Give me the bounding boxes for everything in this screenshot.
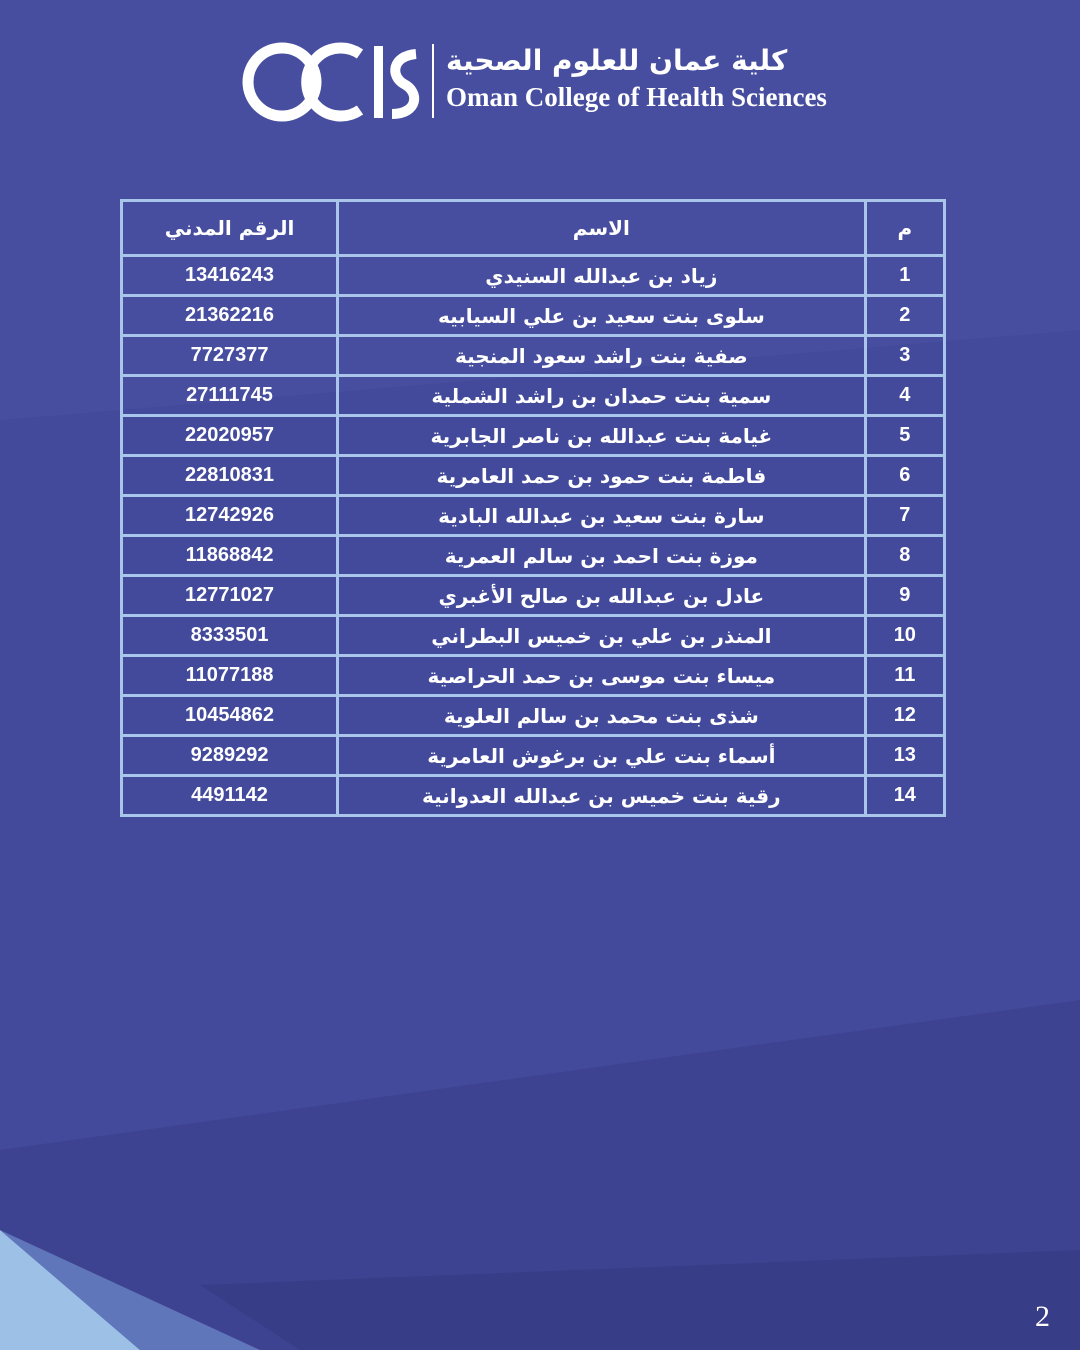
table-row xyxy=(122,496,945,536)
civil-id: 22810831 xyxy=(122,456,338,496)
header-name: الاسم xyxy=(338,201,866,256)
row-number: 2 xyxy=(865,296,944,336)
row-number: 12 xyxy=(865,696,944,736)
civil-id: 4491142 xyxy=(122,776,338,816)
row-number: 10 xyxy=(865,616,944,656)
table-row xyxy=(122,416,945,456)
college-name-english: Oman College of Health Sciences xyxy=(446,82,827,112)
civil-id: 8333501 xyxy=(122,616,338,656)
ochs-logo-icon xyxy=(242,36,432,128)
student-name: سارة بنت سعيد بن عبدالله البادية xyxy=(338,496,866,536)
student-name: سمية بنت حمدان بن راشد الشملية xyxy=(338,376,866,416)
row-number: 11 xyxy=(865,656,944,696)
row-number: 7 xyxy=(865,496,944,536)
header-number: م xyxy=(865,201,944,256)
civil-id: 11868842 xyxy=(122,536,338,576)
row-number: 3 xyxy=(865,336,944,376)
student-name: أسماء بنت علي بن برغوش العامرية xyxy=(338,736,866,776)
row-number: 1 xyxy=(865,256,944,296)
student-name: عادل بن عبدالله بن صالح الأغبري xyxy=(338,576,866,616)
table-row xyxy=(122,696,945,736)
student-name: زياد بن عبدالله السنيدي xyxy=(338,256,866,296)
table-row xyxy=(122,296,945,336)
civil-id: 22020957 xyxy=(122,416,338,456)
row-number: 6 xyxy=(865,456,944,496)
civil-id: 21362216 xyxy=(122,296,338,336)
table-header-row xyxy=(122,201,945,256)
row-number: 4 xyxy=(865,376,944,416)
table-row xyxy=(122,376,945,416)
row-number: 5 xyxy=(865,416,944,456)
ochs-monogram xyxy=(242,36,432,128)
civil-id: 10454862 xyxy=(122,696,338,736)
table-row xyxy=(122,736,945,776)
civil-id: 13416243 xyxy=(122,256,338,296)
table-row xyxy=(122,336,945,376)
header-civil-id: الرقم المدني xyxy=(122,201,338,256)
student-name: صفية بنت راشد سعود المنجية xyxy=(338,336,866,376)
college-logo xyxy=(242,36,827,128)
table-row xyxy=(122,616,945,656)
table-row xyxy=(122,656,945,696)
civil-id: 12742926 xyxy=(122,496,338,536)
student-name: سلوى بنت سعيد بن علي السيابيه xyxy=(338,296,866,336)
college-name-arabic: كلية عمان للعلوم الصحية xyxy=(446,44,788,77)
student-name: غيامة بنت عبدالله بن ناصر الجابرية xyxy=(338,416,866,456)
table-row xyxy=(122,576,945,616)
table-row xyxy=(122,456,945,496)
table-row xyxy=(122,776,945,816)
page-number: 2 xyxy=(1035,1300,1050,1333)
student-name: شذى بنت محمد بن سالم العلوية xyxy=(338,696,866,736)
student-name: ميساء بنت موسى بن حمد الحراصية xyxy=(338,656,866,696)
student-name: رقية بنت خميس بن عبدالله العدوانية xyxy=(338,776,866,816)
civil-id: 27111745 xyxy=(122,376,338,416)
logo-divider xyxy=(432,44,434,118)
students-table xyxy=(120,199,946,817)
civil-id: 11077188 xyxy=(122,656,338,696)
row-number: 9 xyxy=(865,576,944,616)
table-row xyxy=(122,256,945,296)
row-number: 14 xyxy=(865,776,944,816)
row-number: 8 xyxy=(865,536,944,576)
student-name: موزة بنت احمد بن سالم العمرية xyxy=(338,536,866,576)
civil-id: 7727377 xyxy=(122,336,338,376)
row-number: 13 xyxy=(865,736,944,776)
civil-id: 9289292 xyxy=(122,736,338,776)
student-name: المنذر بن علي بن خميس البطراني xyxy=(338,616,866,656)
table-row xyxy=(122,536,945,576)
student-name: فاطمة بنت حمود بن حمد العامرية xyxy=(338,456,866,496)
civil-id: 12771027 xyxy=(122,576,338,616)
